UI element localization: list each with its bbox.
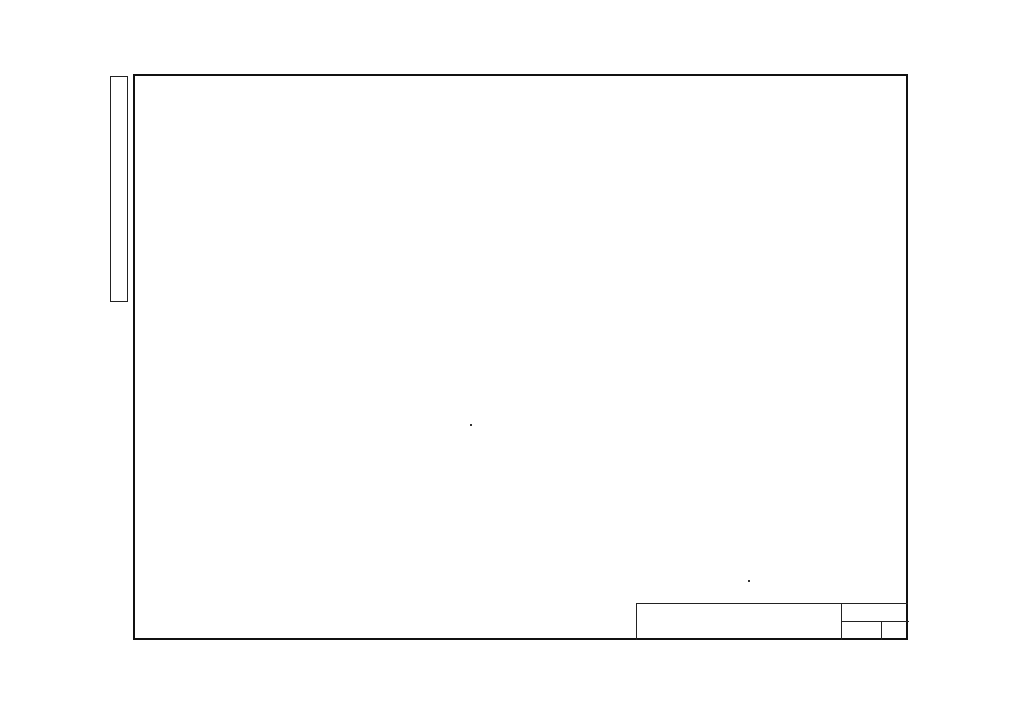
drawing-title: [637, 604, 842, 640]
atlas-code: [842, 604, 909, 622]
sheet-page-number: [882, 622, 909, 640]
scan-speck: [470, 424, 472, 426]
scan-speck: [748, 580, 750, 582]
sign-off-column: [110, 76, 128, 302]
page-label: [842, 622, 882, 640]
title-block: [636, 603, 908, 640]
drawing-frame: [133, 74, 908, 640]
